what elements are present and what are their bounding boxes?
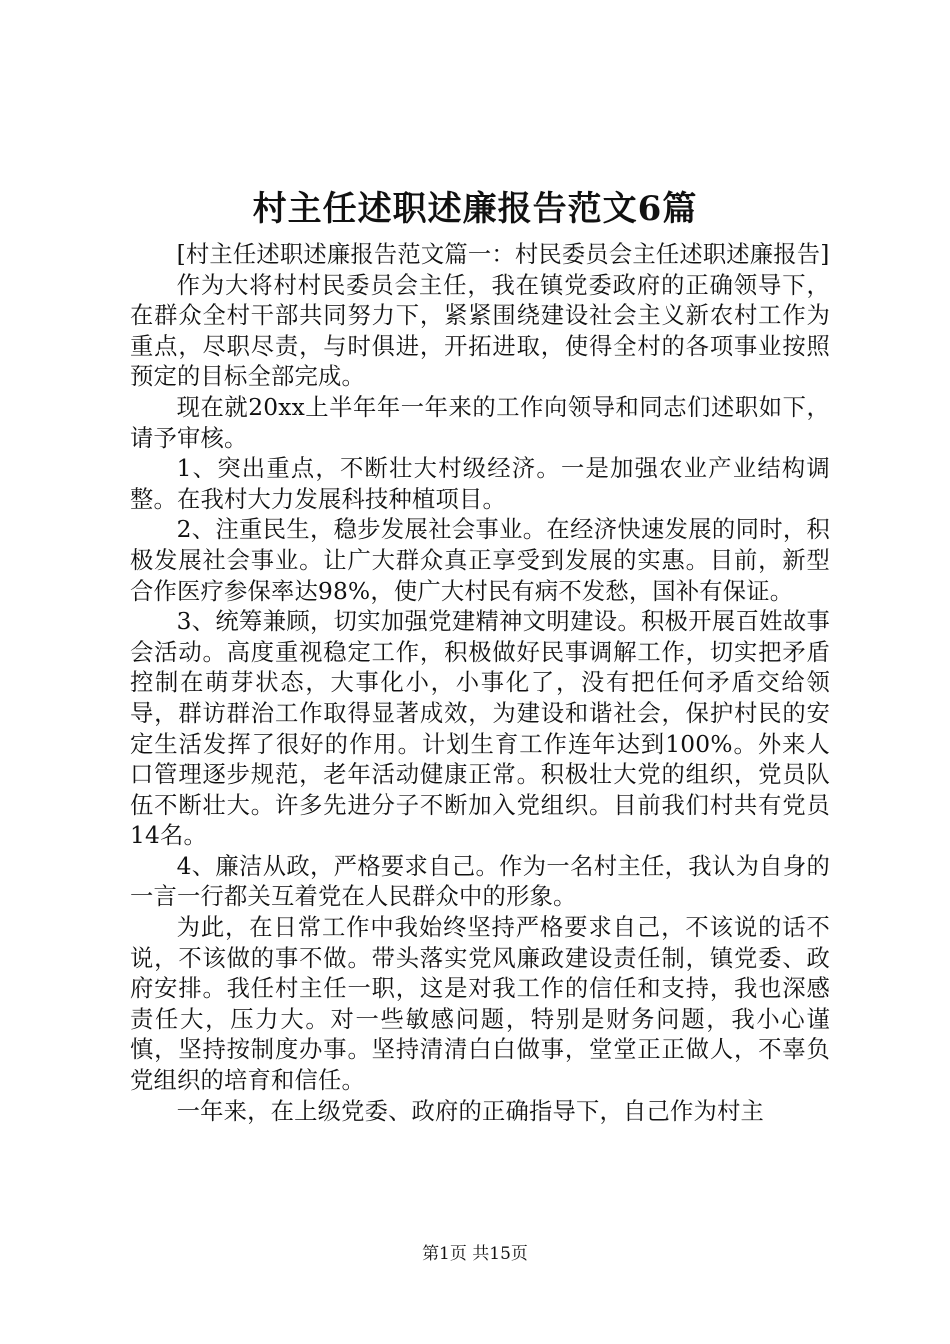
paragraph: 为此，在日常工作中我始终坚持严格要求自己，不该说的话不说，不该做的事不做。带头落实党风廉政建设责任制，镇党委、政府安排。我任村主任一职，这是对我工作的信任和支持，我也深感责任大，压力大。对一些敏感问题，特别是财务问题，我小心谨慎，坚持按制度办事。坚持清清白白做事，堂堂正正做人，不辜负党组织的培育和信任。 (130, 914, 830, 1095)
paragraph: 2、注重民生，稳步发展社会事业。在经济快速发展的同时，积极发展社会事业。让广大群众真正享受到发展的实惠。目前，新型合作医疗参保率达98%，使广大村民有病不发愁，国补有保证。 (130, 516, 830, 605)
paragraph: 一年来，在上级党委、政府的正确指导下，自己作为村主 (176, 1097, 765, 1125)
paragraph: 4、廉洁从政，严格要求自己。作为一名村主任，我认为自身的一言一行都关互着党在人民群众中的形象。 (130, 852, 830, 911)
paragraph: 现在就20xx上半年年一年来的工作向领导和同志们述职如下，请予审核。 (130, 393, 830, 452)
page-footer: 第1页 共15页 (422, 1244, 528, 1264)
document-body (130, 240, 830, 1127)
document-title: 村主任述职述廉报告范文6篇 (252, 189, 698, 229)
paragraph-subtitle: [村主任述职述廉报告范文篇一：村民委员会主任述职述廉报告] (176, 241, 830, 268)
paragraph: 3、统筹兼顾，切实加强党建精神文明建设。积极开展百姓故事会活动。高度重视稳定工作，积极做好民事调解工作，切实把矛盾控制在萌芽状态，大事化小，小事化了，没有把任何矛盾交给领导，群访群治工作取得显著成效，为建设和谐社会，保护村民的安定生活发挥了很好的作用。计划生育工作连年达到100%。外来人口管理逐步规范，老年活动健康正常。积极壮大党的组织，党员队伍不断壮大。许多先进分子不断加入党组织。目前我们村共有党员14名。 (130, 608, 830, 850)
paragraph: 作为大将村村民委员会主任，我在镇党委政府的正确领导下，在群众全村干部共同努力下，紧紧围绕建设社会主义新农村工作为重点，尽职尽责，与时俱进，开拓进取，使得全村的各项事业按照预定的目标全部完成。 (130, 271, 830, 391)
paragraph: 1、突出重点，不断壮大村级经济。一是加强农业产业结构调整。在我村大力发展科技种植项目。 (130, 455, 830, 513)
